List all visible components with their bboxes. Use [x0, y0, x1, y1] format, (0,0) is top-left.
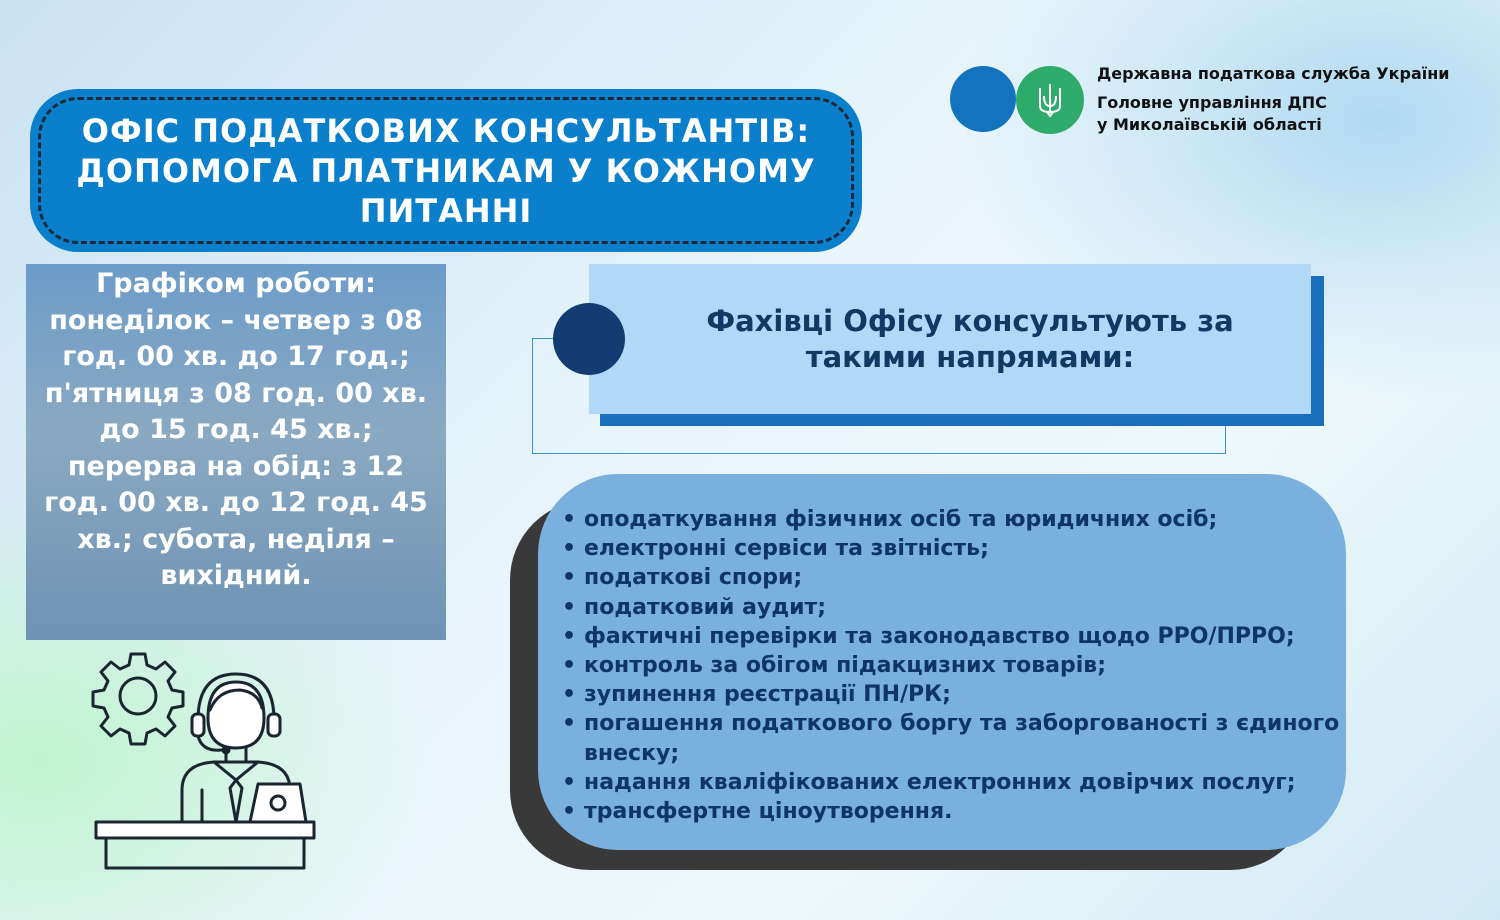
schedule-panel: Графіком роботи: понеділок – четвер з 08 год. 00 хв. до 17 год.; п'ятниця з 08 год. 00 хв. до 15 год. 45 хв.; перерва на обід: з 12 год. 00 хв. до 12 год. 45 хв.; субота, неділя – вихідний.	[26, 264, 446, 640]
org-region: у Миколаївській області	[1097, 115, 1322, 134]
list-item: • надання кваліфікованих електронних довірчих послуг;	[584, 768, 1374, 797]
list-item: • електронні сервіси та звітність;	[584, 534, 1374, 563]
support-operator-icon	[90, 650, 320, 875]
directions-list	[558, 505, 1374, 826]
logo-blue-circle	[950, 66, 1016, 132]
list-item: • контроль за обігом підакцизних товарів;	[584, 651, 1374, 680]
list-item: • податковий аудит;	[584, 593, 1374, 622]
trident-icon	[1037, 82, 1063, 118]
list-item: • фактичні перевірки та законодавство щодо РРО/ПРРО;	[584, 622, 1374, 651]
page-title: ОФІС ПОДАТКОВИХ КОНСУЛЬТАНТІВ: ДОПОМОГА ПЛАТНИКАМ У КОЖНОМУ ПИТАННІ	[76, 112, 816, 230]
org-department: Головне управління ДПС	[1097, 93, 1327, 112]
list-item: • трансфертне ціноутворення.	[584, 797, 1374, 826]
list-item: • погашення податкового боргу та заборгованості з єдиного внеску;	[584, 709, 1374, 767]
list-item: • оподаткування фізичних осіб та юридичних осіб;	[584, 505, 1374, 534]
list-item: • зупинення реєстрації ПН/РК;	[584, 680, 1374, 709]
heading-dot	[553, 303, 625, 375]
title-banner	[30, 89, 862, 252]
gear-icon	[93, 654, 183, 744]
org-name: Державна податкова служба України	[1097, 64, 1450, 83]
list-item: • податкові спори;	[584, 563, 1374, 592]
logo-green-circle	[1016, 66, 1084, 134]
experts-heading: Фахівці Офісу консультують за такими напрямами:	[706, 304, 1234, 374]
experts-heading-box	[589, 264, 1311, 414]
